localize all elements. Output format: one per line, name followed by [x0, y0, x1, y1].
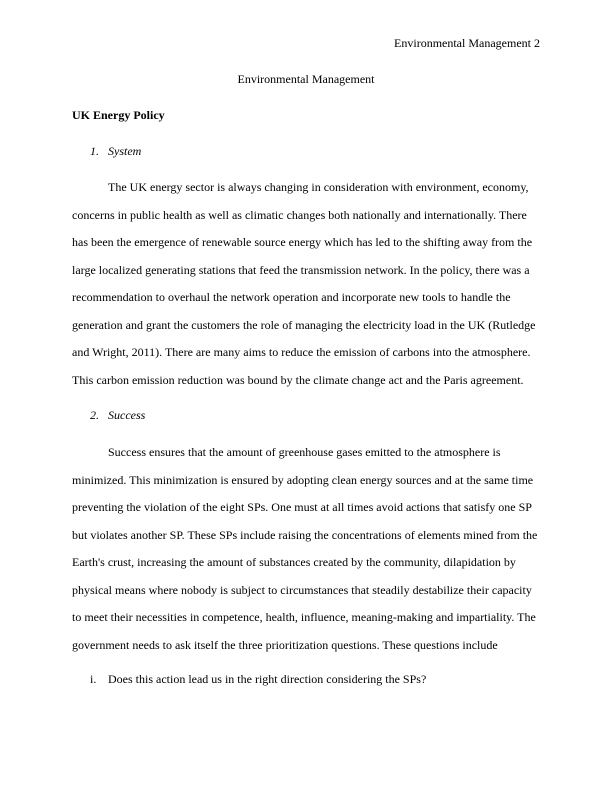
section-heading: UK Energy Policy [72, 108, 165, 122]
subsection-title: Success [108, 408, 146, 422]
paragraph-line: government needs to ask itself the three prioritization questions. These questions include [72, 637, 498, 652]
paragraph-line: recommendation to overhaul the network operation and incorporate new tools to handle the [72, 290, 511, 304]
paragraph-line: This carbon emission reduction was bound by the climate change act and the Paris agreement. [72, 372, 524, 387]
paragraph-system [72, 174, 540, 394]
paragraph-line: The UK energy sector is always changing in consideration with environment, economy, [108, 180, 529, 194]
list-numeral: i. [90, 672, 97, 686]
subsection-number: 2. [90, 408, 99, 422]
list-numeral-wrap [72, 672, 108, 687]
paragraph-line: preventing the violation of the eight SPs. One must at all times avoid actions that satisfy one SP [72, 500, 532, 514]
paragraph-line: minimized. This minimization is ensured by adopting clean energy sources and at the same time [72, 472, 534, 487]
paragraph-success [72, 439, 540, 659]
paragraph-line: Success ensures that the amount of greenhouse gases emitted to the atmosphere is [108, 445, 501, 459]
list-item [72, 672, 426, 687]
paragraph-line: concerns in public health as well as climatic changes both nationally and internationally. There [72, 207, 527, 222]
subsection-system [90, 144, 141, 159]
paragraph-line: to meet their necessities in competence, health, influence, meaning-making and impartiality. The [72, 610, 536, 624]
list-item-text: Does this action lead us in the right direction considering the SPs? [108, 672, 427, 686]
paragraph-line: has been the emergence of renewable source energy which has led to the shifting away from the [72, 235, 533, 249]
running-header: Environmental Management 2 [394, 36, 540, 50]
paragraph-line: and Wright, 2011). There are many aims to reduce the emission of carbons into the atmosphere. [72, 345, 531, 359]
subsection-number: 1. [90, 144, 99, 158]
paragraph-line: physical means where nobody is subject to circumstances that steadily destabilize their capacity [72, 582, 532, 597]
document-title: Environmental Management [237, 72, 375, 86]
paragraph-line: Earth's crust, increasing the amount of substances created by the community, dilapidation by [72, 555, 516, 569]
paragraph-line: but violates another SP. These SPs include raising the concentrations of elements mined from the [72, 527, 538, 542]
subsection-title: System [108, 144, 142, 158]
subsection-success [90, 408, 145, 423]
paragraph-line: large localized generating stations that feed the transmission network. In the policy, there was a [72, 262, 530, 277]
paragraph-line: generation and grant the customers the role of managing the electricity load in the UK (Rutledge [72, 317, 536, 332]
